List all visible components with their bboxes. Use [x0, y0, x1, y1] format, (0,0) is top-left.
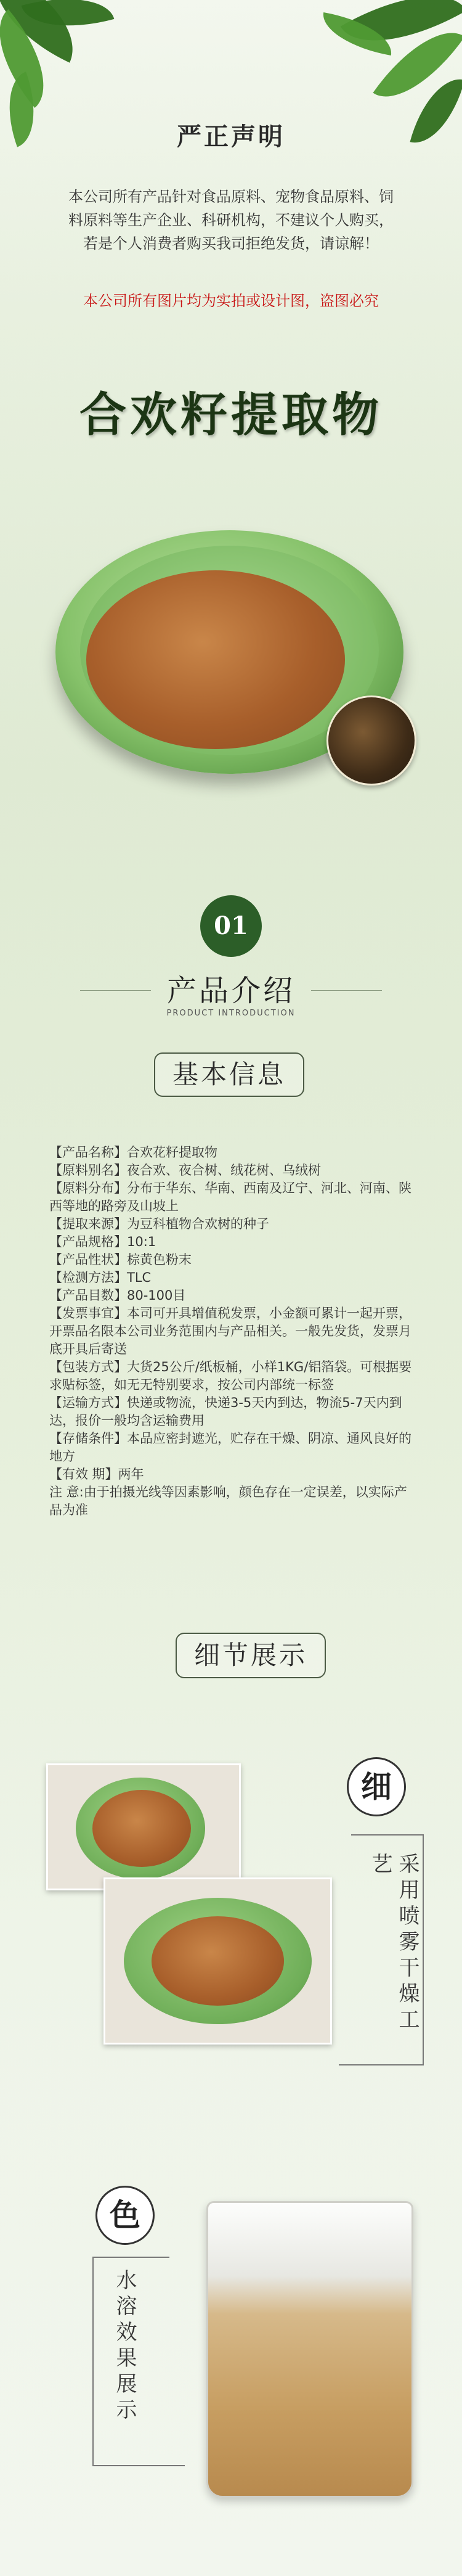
info-line: 【原料分布】分布于华东、华南、西南及辽宁、河北、河南、陕西等地的路旁及山坡上: [49, 1181, 411, 1213]
info-line: 【发票事宜】本司可开具增值税发票，小金额可累计一起开票，开票品名限本公司业务范围内与产品相关。一般先发货，发票月底开具后寄送: [49, 1306, 411, 1356]
color-line-bottom: [92, 2465, 185, 2466]
info-line: 【有效 期】两年: [49, 1467, 144, 1482]
info-line: 【产品规格】10:1: [49, 1234, 156, 1249]
info-line: 【运输方式】快递或物流，快递3-5天内到达，物流5-7天内到达，报价一般均含运输费用: [49, 1395, 402, 1428]
info-line: 【原料别名】夜合欢、夜合树、绒花树、乌绒树: [49, 1163, 321, 1178]
color-line-left: [92, 2257, 94, 2466]
product-title: 合欢籽提取物: [79, 387, 383, 442]
info-line: 【检测方法】TLC: [49, 1270, 152, 1285]
info-line: 【包装方式】大货25公斤/纸板桶，小样1KG/铝箔袋。可根据要求贴标签，如无无特别要求，按公司内部统一标签: [49, 1360, 412, 1392]
color-badge: 色: [95, 2186, 155, 2245]
fine-process-text: 采用喷雾干燥工艺: [368, 1853, 419, 2034]
water-solubility-text: 水溶效果展示: [112, 2269, 137, 2424]
seeds-inset-image: [326, 695, 416, 786]
section-subtitle: PRODUCT INTRODUCTION: [166, 1009, 296, 1018]
info-line: 【提取来源】为豆科植物合欢树的种子: [49, 1216, 269, 1231]
declaration-title: 严正声明: [177, 123, 285, 151]
beaker-solution-image: [206, 2201, 413, 2498]
mini-powder: [92, 1790, 191, 1867]
detail-heading: 细节展示: [176, 1633, 326, 1678]
fine-line-top: [351, 1834, 424, 1836]
info-line: 【产品名称】合欢花籽提取物: [49, 1145, 217, 1160]
powder-image: [86, 570, 345, 749]
fine-line-right: [423, 1834, 424, 2065]
info-line: 注 意:由于拍摄光线等因素影响，颜色存在一定误差，以实际产品为准: [49, 1485, 407, 1517]
info-line: 【存储条件】本品应密封遮光，贮存在干燥、阴凉、通风良好的地方: [49, 1431, 411, 1464]
detail-photo-2: [103, 1877, 332, 2045]
info-line: 【产品性状】棕黄色粉末: [49, 1252, 192, 1267]
number-badge-icon: 01: [200, 895, 262, 957]
color-line-top: [92, 2257, 169, 2258]
fine-badge: 细: [347, 1757, 406, 1816]
declaration-warning: 本公司所有图片均为实拍或设计图，盗图必究: [83, 292, 379, 310]
basic-info-list: [49, 1144, 419, 1519]
detail-photo-1: [46, 1763, 241, 1890]
info-line: 【产品目数】80-100目: [49, 1288, 186, 1303]
fine-line-bottom: [339, 2064, 424, 2065]
declaration-body: 本公司所有产品针对食品原料、宠物食品原料、饲料原料等生产企业、科研机构，不建议个人购买，若是个人消费者购买我司拒绝发货，请谅解！: [68, 188, 394, 252]
mini-powder: [152, 1916, 284, 2006]
basic-info-heading: 基本信息: [154, 1052, 304, 1097]
section-title: 产品介绍: [166, 974, 295, 1008]
